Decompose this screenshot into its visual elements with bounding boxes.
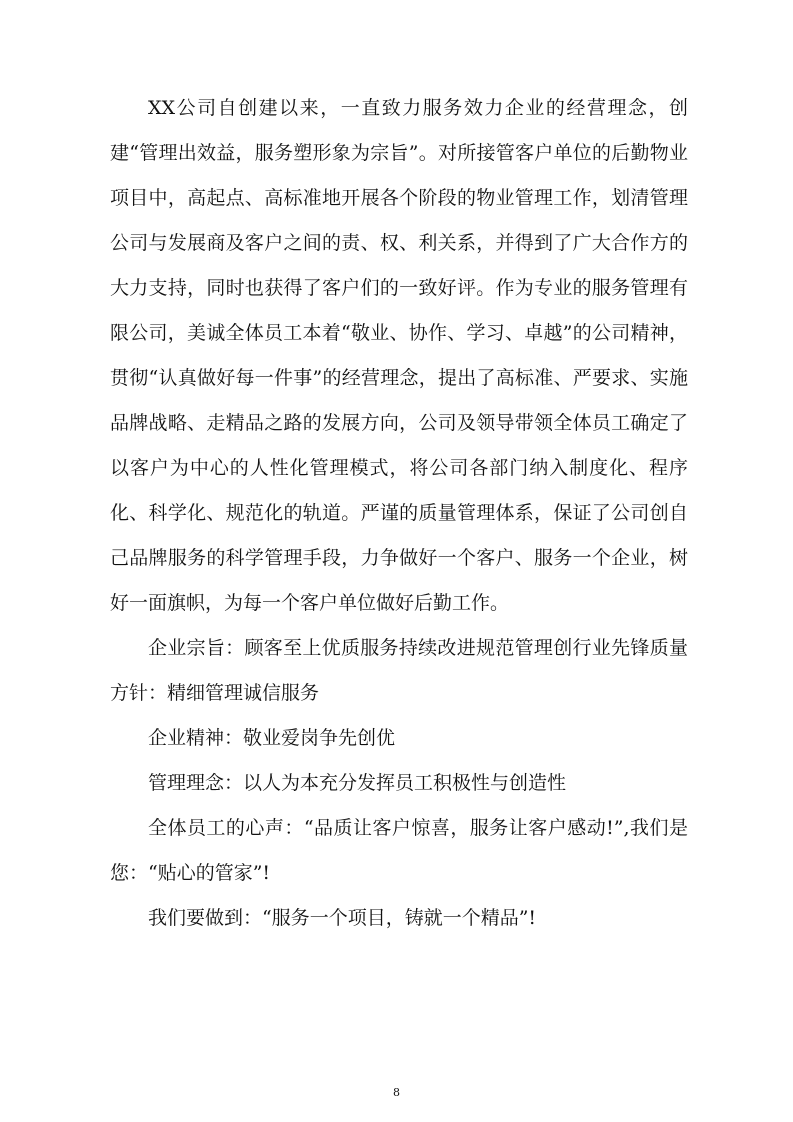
paragraph-enterprise-purpose: 企业宗旨：顾客至上优质服务持续改进规范管理创行业先锋质量方针：精细管理诚信服务 <box>110 637 688 704</box>
document-body <box>110 86 688 941</box>
paragraph-company-intro: XX公司自创建以来，一直致力服务效力企业的经营理念，创建“管理出效益，服务塑形象为宗旨”。对所接管客户单位的后勤物业项目中，高起点、高标准地开展各个阶段的物业管理工作，划清管理公司与发展商及客户之间的责、权、利关系，并得到了广大合作方的大力支持，同时也获得了客户们的一致好评。作为专业的服务管理有限公司，美诚全体员工本着“敬业、协作、学习、卓越”的公司精神，贯彻“认真做好每一件事”的经营理念，提出了高标准、严要求、实施品牌战略、走精品之路的发展方向，公司及领导带领全体员工确定了以客户为中心的人性化管理模式，将公司各部门纳入制度化、程序化、科学化、规范化的轨道。严谨的质量管理体系，保证了公司创自己品牌服务的科学管理手段，力争做好一个客户、服务一个企业，树好一面旗帜，为每一个客户单位做好后勤工作。 <box>110 97 688 614</box>
page-number: 8 <box>393 1086 400 1099</box>
paragraph-staff-voice: 全体员工的心声：“品质让客户惊喜，服务让客户感动!”,我们是您：“贴心的管家”! <box>110 817 688 884</box>
paragraph-management-philosophy: 管理理念：以人为本充分发挥员工积极性与创造性 <box>148 772 567 794</box>
paragraph-commitment: 我们要做到：“服务一个项目，铸就一个精品”! <box>148 907 537 929</box>
paragraph-enterprise-spirit: 企业精神：敬业爱岗争先创优 <box>148 727 396 749</box>
